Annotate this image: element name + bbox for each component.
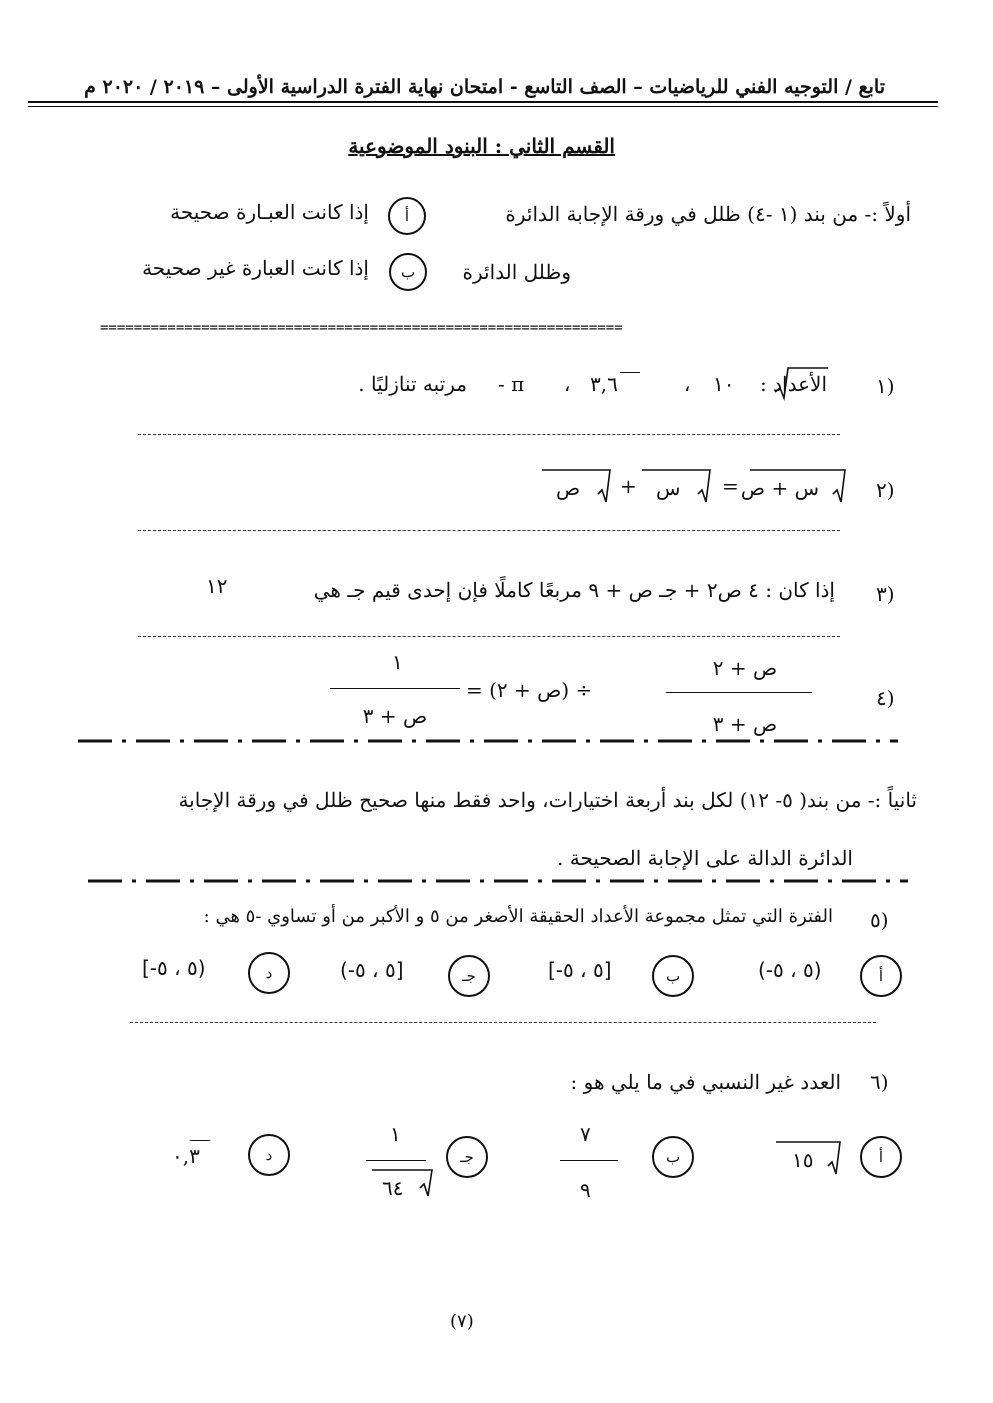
q5-text: الفترة التي تمثل مجموعة الأعداد الحقيقة الأصغر من ٥ و الأكبر من أو تساوي -٥ هي : <box>203 906 833 927</box>
q3-number: ٣) <box>876 582 895 606</box>
q4-frac1-num: ص + ٢ <box>712 656 778 680</box>
part1-line1: أولاً :- من بند (١ -٤) ظلل في ورقة الإجابة الدائرة <box>505 202 911 226</box>
q5-option-c-circle[interactable]: جـ <box>448 955 490 997</box>
q6-option-b-line <box>560 1160 618 1161</box>
q4-frac1-den: ص + ٣ <box>712 712 778 736</box>
part2-line2: الدائرة الدالة على الإجابة الصحيحة . <box>557 846 853 870</box>
q4-frac1-line <box>666 692 812 693</box>
q2-lhs: س + ص <box>740 476 819 500</box>
q1-repeat-bar <box>620 372 640 373</box>
q2-number: ٢) <box>876 478 895 502</box>
separator-line: ============================================================== <box>100 320 623 336</box>
q3-value: ١٢ <box>206 574 228 598</box>
q2-eq: = <box>722 474 739 498</box>
q4-frac2-line <box>330 688 460 689</box>
q2-plus: + <box>620 474 637 498</box>
circle-false: ب <box>389 253 427 291</box>
q6-option-a-circle[interactable]: أ <box>860 1136 902 1178</box>
q6-option-b-den: ٩ <box>580 1178 591 1202</box>
dashdot-divider-2 <box>88 876 908 886</box>
q2-rhs2: ص <box>556 476 581 500</box>
section-title: القسم الثاني : البنود الموضوعية <box>348 134 615 158</box>
q1-sep2: ، <box>564 372 571 396</box>
q4-number: ٤) <box>876 686 895 710</box>
q3-text: إذا كان : ٤ ص٢ + جـ ص + ٩ مربعًا كاملًا فإن إحدى قيم جـ هي <box>313 578 835 602</box>
q6-option-d: ٠,٣ <box>172 1144 200 1168</box>
part1-false-text: إذا كانت العبارة غير صحيحة <box>142 256 369 280</box>
q2-rhs1: س <box>656 476 681 500</box>
q5-number: ٥) <box>870 908 889 932</box>
q2-dashed-line <box>138 530 840 531</box>
q5-option-b: [-٥ ، ٥] <box>548 958 612 982</box>
q6-option-b-circle[interactable]: ب <box>652 1136 694 1178</box>
q1-dashed-line <box>138 434 840 435</box>
q3-dashed-line <box>138 636 840 637</box>
q4-frac2-num: ١ <box>392 650 403 674</box>
page-number: (٧) <box>450 1311 474 1332</box>
q6-option-d-circle[interactable]: د <box>248 1134 290 1176</box>
q6-option-c-den: ٦٤ <box>382 1176 404 1200</box>
q1-number: ١) <box>876 374 895 398</box>
q6-option-c-num: ١ <box>390 1122 401 1146</box>
q6-option-a: ١٥ <box>792 1148 814 1172</box>
q1-value-pi: - π <box>498 372 525 396</box>
q5-option-a: (-٥ ، ٥) <box>758 958 822 982</box>
q6-option-b-num: ٧ <box>580 1122 591 1146</box>
q6-option-c-circle[interactable]: جـ <box>446 1136 488 1178</box>
q6-option-c-line <box>366 1160 426 1161</box>
q6-option-c-sqrt <box>370 1164 440 1204</box>
q4-frac2-den: ص + ٣ <box>362 704 428 728</box>
dashdot-divider-1 <box>78 736 898 746</box>
exam-header: تابع / التوجيه الفني للرياضيات – الصف التاسع - امتحان نهاية الفترة الدراسية الأولى – ٢٠١٩ / ٢٠٢٠ م <box>84 76 885 98</box>
q5-option-b-circle[interactable]: ب <box>652 955 694 997</box>
part2-line1: ثانياً :- من بند( ٥- ١٢) لكل بند أربعة اختيارات، واحد فقط منها صحيح ظلل في ورقة الإجابة <box>178 788 917 812</box>
q1-label: الأعداد : <box>760 372 827 396</box>
q5-dashed-line <box>130 1022 876 1023</box>
q5-option-a-circle[interactable]: أ <box>860 955 902 997</box>
q1-value-repeat: ٣,٦ <box>590 372 618 396</box>
part1-true-text: إذا كانت العبـارة صحيحة <box>170 200 369 224</box>
header-rule-thin <box>28 106 938 107</box>
circle-true: أ <box>388 197 426 235</box>
q6-text: العدد غير النسبي في ما يلي هو : <box>570 1070 841 1094</box>
q1-order-text: مرتبه تنازليًا . <box>358 372 467 396</box>
q4-division: ÷ (ص + ٢) = <box>466 678 593 702</box>
part1-line2: وظلل الدائرة <box>462 260 571 284</box>
q1-value-sqrt: ١٠ <box>713 372 735 396</box>
q5-option-d: [-٥ ، ٥) <box>142 956 206 980</box>
q5-option-d-circle[interactable]: د <box>248 952 290 994</box>
q1-sep1: ، <box>684 372 691 396</box>
q6-option-d-bar <box>190 1140 210 1141</box>
header-rule <box>28 101 938 103</box>
q6-number: ٦) <box>870 1070 889 1094</box>
q5-option-c: (-٥ ، ٥] <box>340 958 404 982</box>
